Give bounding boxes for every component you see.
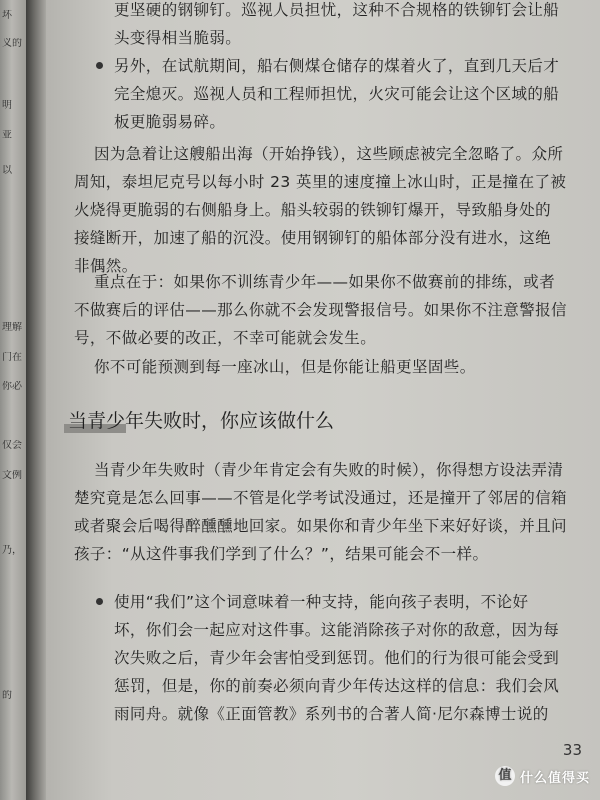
text-line: 火烧得更脆弱的右侧船身上。船头较弱的铁铆钉爆开，导致船身处的 — [74, 201, 552, 219]
left-page-fragment: 坏 — [2, 10, 12, 21]
left-page-edge — [0, 0, 26, 800]
left-page-fragment: 你必 — [2, 381, 22, 392]
text-line: 雨同舟。就像《正面管教》系列书的合著人简·尼尔森博士说的 — [114, 705, 549, 723]
left-page-fragment: 文例 — [2, 470, 22, 481]
left-page-fragment: 理解 — [2, 322, 22, 333]
text-line: 周知，泰坦尼克号以每小时 23 英里的速度撞上冰山时，正是撞在了被 — [74, 173, 567, 191]
text-line: 非偶然。 — [74, 257, 138, 275]
page-number: 33 — [562, 741, 582, 759]
section-heading-text: 当青少年失败时，你应该做什么 — [68, 410, 335, 432]
book-gutter — [26, 0, 46, 800]
paragraph — [74, 140, 566, 280]
bullet-item — [114, 52, 559, 136]
book-page — [46, 0, 600, 800]
text-line: 当青少年失败时（青少年肯定会有失败的时候），你得想方设法弄清 — [94, 461, 564, 479]
text-line: 头变得相当脆弱。 — [114, 29, 242, 47]
section-heading — [68, 406, 334, 436]
left-page-fragment: 明 — [2, 100, 12, 111]
text-line: 号，不做必要的改正，不幸可能就会发生。 — [74, 329, 377, 347]
text-line: 楚究竟是怎么回事——不管是化学考试没通过，还是撞开了邻居的信箱 — [74, 489, 567, 507]
text-line: 接缝断开，加速了船的沉没。使用钢铆钉的船体部分没有进水，这绝 — [74, 229, 552, 247]
text-line: 或者聚会后喝得醉醺醺地回家。如果你和青少年坐下来好好谈，并且问 — [74, 517, 567, 535]
bullet-icon — [96, 62, 103, 69]
watermark — [495, 766, 590, 786]
bullet-continuation — [114, 0, 559, 52]
text-line: 使用“我们”这个词意味着一种支持，能向孩子表明，不论好 — [114, 593, 529, 611]
text-line: 另外，在试航期间，船右侧煤仓储存的煤着火了，直到几天后才 — [114, 57, 560, 75]
left-page-fragment: 乃， — [2, 545, 22, 556]
watermark-logo-icon: 值 — [495, 766, 515, 786]
left-page-fragment: 门在 — [2, 352, 22, 363]
left-page-fragment: 亚 — [2, 130, 12, 141]
text-line: 板更脆弱易碎。 — [114, 113, 226, 131]
text-line: 更坚硬的钢铆钉。巡视人员担忧，这种不合规格的铁铆钉会让船 — [114, 1, 560, 19]
text-line: 你不可能预测到每一座冰山，但是你能让船更坚固些。 — [94, 358, 476, 376]
text-line: 坏，你们会一起应对这件事。这能消除孩子对你的敌意，因为每 — [114, 621, 560, 639]
text-line: 不做赛后的评估——那么你就不会发现警报信号。如果你不注意警报信 — [74, 301, 567, 319]
left-page-fragment: 仅会 — [2, 440, 22, 451]
text-line: 重点在于：如果你不训练青少年——如果你不做赛前的排练，或者 — [94, 273, 556, 291]
left-page-fragment: 的 — [2, 690, 12, 701]
paragraph — [74, 456, 567, 568]
watermark-text: 什么值得买 — [519, 770, 590, 786]
paragraph — [74, 353, 476, 381]
text-line: 完全熄灭。巡视人员和工程师担忧，火灾可能会让这个区域的船 — [114, 85, 560, 103]
left-page-fragment: 义的 — [2, 38, 22, 49]
text-line: 惩罚，但是，你的前奏必须向青少年传达这样的信息：我们会风 — [114, 677, 560, 695]
left-page-fragment: 以 — [2, 165, 12, 176]
bullet-icon — [96, 598, 103, 605]
text-line: 孩子：“从这件事我们学到了什么？”，结果可能会不一样。 — [74, 545, 489, 563]
text-line: 次失败之后，青少年会害怕受到惩罚。他们的行为很可能会受到 — [114, 649, 560, 667]
bullet-item — [114, 588, 559, 728]
paragraph — [74, 268, 567, 352]
text-line: 因为急着让这艘船出海（开始挣钱），这些顾虑被完全忽略了。众所 — [94, 145, 564, 163]
